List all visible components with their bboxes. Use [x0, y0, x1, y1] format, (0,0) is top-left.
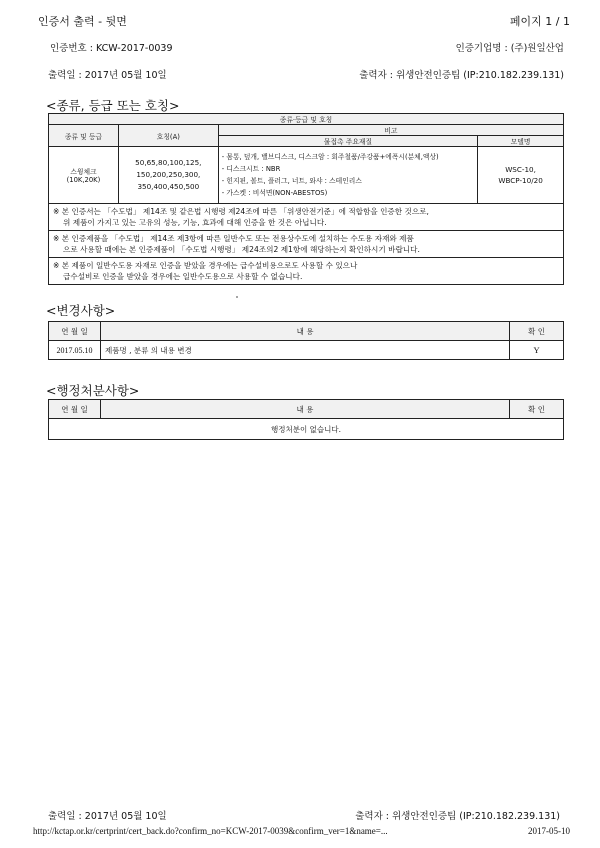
col-date-header: 연 월 일 — [49, 400, 101, 419]
source-url: http://kctap.or.kr/certprint/cert_back.do?confirm_no=KCW-2017-0039&confirm_ver=1&name=... — [33, 826, 388, 836]
table-row — [49, 419, 564, 440]
print-date: 출력일 : 2017년 05월 10일 — [48, 70, 167, 81]
type-cell — [49, 147, 119, 204]
col-confirm-header: 확 인 — [510, 322, 564, 341]
footer-print-date: 출력일 : 2017년 05월 10일 — [48, 811, 167, 822]
footer-printer-info: 출력자 : 위생안전인증팀 (IP:210.182.239.131) — [355, 811, 560, 822]
change-date: 2017.05.10 — [49, 341, 101, 360]
printer-info: 출력자 : 위생안전인증팀 (IP:210.182.239.131) — [359, 70, 564, 81]
note-cell — [49, 258, 564, 285]
empty-message: 행정처분이 없습니다. — [49, 419, 564, 440]
col-type-header: 종류 및 등급 — [49, 125, 119, 147]
change-confirm: Y — [510, 341, 564, 360]
note-row — [49, 231, 564, 258]
document-title: 인증서 출력 - 뒷면 — [38, 15, 127, 28]
section-title-changes: <변경사항> — [46, 303, 116, 318]
material-line: - 가스켓 : 비석면(NON-ABESTOS) — [221, 189, 328, 197]
note-line: ※ 본 인증서는 「수도법」 제14조 및 같은법 시행령 제24조에 따른 「위생안전기준」에 적합함을 인증한 것으로, — [53, 207, 429, 216]
note-line: ※ 본 인증제품을 「수도법」 제14조 제3항에 따른 일반수도 또는 전용상수도에 설치하는 수도용 자재와 제품 — [53, 234, 414, 243]
col-confirm-header: 확 인 — [510, 400, 564, 419]
type-line: (10K,20K) — [66, 176, 101, 184]
classification-table-title: 종류·등급 및 호칭 — [49, 114, 564, 125]
note-line: ※ 본 제품이 일반수도용 자재로 인증을 받았을 경우에는 급수설비용으로도 사용할 수 있으나 — [53, 261, 358, 270]
col-date-header: 연 월 일 — [49, 322, 101, 341]
page-number: 페이지 1 / 1 — [509, 15, 570, 28]
material-line: - 몸통, 덮개, 밸브디스크, 디스크암 : 회주철품/주강품+에폭시(분체,액상) — [221, 153, 439, 161]
col-content-header: 내 용 — [100, 322, 509, 341]
col-remark-header: 비고 — [218, 125, 563, 136]
material-line: - 디스크시트 : NBR — [221, 165, 281, 173]
note-line: 위 제품이 가지고 있는 고유의 성능, 기능, 효과에 대해 인증을 한 것은 아닙니다. — [63, 218, 327, 227]
col-material-header: 물접촉 주요재질 — [218, 136, 477, 147]
classification-table — [48, 113, 564, 285]
note-line: 으로 사용할 때에는 본 인증제품이 「수도법 시행령」 제24조의2 제1항에 해당하는지 확인하시기 바랍니다. — [63, 245, 420, 254]
note-row — [49, 204, 564, 231]
nominal-line: 350,400,450,500 — [137, 182, 200, 191]
model-line: WSC-10, — [505, 165, 536, 174]
company-name: 인증기업명 : (주)원일산업 — [455, 43, 564, 54]
nominal-line: 50,65,80,100,125, — [135, 158, 202, 167]
section-title-admin-actions: <행정처분사항> — [46, 383, 140, 398]
classification-row — [49, 147, 564, 204]
nominal-line: 150,200,250,300, — [136, 170, 201, 179]
scan-speck — [236, 296, 238, 298]
section-title-classification: <종류, 등급 또는 호칭> — [46, 98, 180, 113]
note-row — [49, 258, 564, 285]
model-line: WBCP-10/20 — [498, 176, 543, 185]
certificate-number: 인증번호 : KCW-2017-0039 — [50, 43, 173, 54]
model-cell — [478, 147, 564, 204]
changes-table — [48, 321, 564, 360]
type-line: 스윙체크 — [70, 168, 97, 176]
change-content: 제품명 , 분류 의 내용 변경 — [100, 341, 509, 360]
note-cell — [49, 231, 564, 258]
col-nominal-header: 호칭(A) — [118, 125, 218, 147]
note-line: 급수설비로 인증을 받았을 경우에는 일반수도용으로 사용할 수 없습니다. — [63, 272, 303, 281]
nominal-cell — [118, 147, 218, 204]
col-content-header: 내 용 — [100, 400, 509, 419]
material-line: - 힌지핀, 볼트, 플러그, 너트, 와샤 : 스테인리스 — [221, 177, 362, 185]
footer-date: 2017-05-10 — [528, 826, 570, 836]
table-row — [49, 341, 564, 360]
material-cell — [218, 147, 477, 204]
col-model-header: 모델명 — [478, 136, 564, 147]
admin-actions-table — [48, 399, 564, 440]
note-cell — [49, 204, 564, 231]
